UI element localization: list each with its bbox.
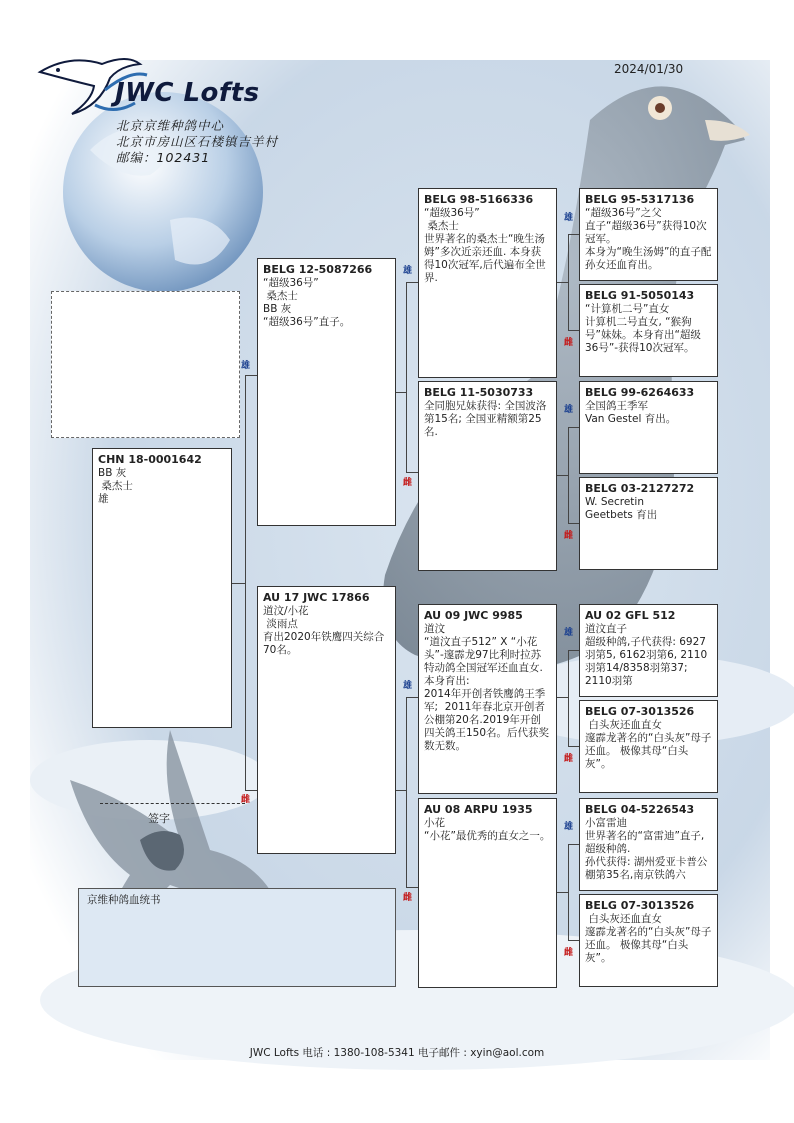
- female-marker: 雌: [564, 948, 574, 958]
- detail-line: 邃霹龙著名的“白头灰”母子还血。 极像其母“白头灰”。: [585, 732, 712, 770]
- male-marker: 雄: [564, 213, 574, 223]
- female-marker: 雌: [564, 754, 574, 764]
- detail-line: 超级种鸽,子代获得: 6927羽第5, 6162羽第6, 2110羽第14/8358羽第37; 2110羽第: [585, 636, 708, 687]
- detail-line: 桑杰士: [98, 480, 133, 492]
- ring-number: BELG 04-5226543: [585, 803, 695, 816]
- organization-address: [116, 118, 278, 166]
- ring-number: AU 08 ARPU 1935: [424, 803, 533, 816]
- ring-number: BELG 95-5317136: [585, 193, 695, 206]
- male-marker: 雄: [564, 628, 574, 638]
- great-grandparent-card-5[interactable]: [579, 604, 718, 697]
- detail-line: BB 灰: [98, 467, 127, 479]
- female-marker: 雌: [241, 795, 251, 805]
- male-marker: 雄: [403, 266, 413, 276]
- connector-line: [568, 234, 579, 235]
- male-marker: 雄: [564, 405, 574, 415]
- detail-line: 雄: [98, 493, 109, 505]
- great-grandparent-card-2[interactable]: [579, 284, 718, 377]
- ring-number: AU 02 GFL 512: [585, 609, 676, 622]
- connector-line: [568, 844, 579, 845]
- signature-line[interactable]: [100, 803, 245, 804]
- great-grandparent-card-3[interactable]: [579, 381, 718, 474]
- great-grandparent-card-1[interactable]: [579, 188, 718, 281]
- connector-line: [568, 844, 569, 940]
- connector-line: [396, 790, 406, 791]
- ring-number: BELG 98-5166336: [424, 193, 534, 206]
- connector-line: [568, 330, 579, 331]
- print-date: 2024/01/30: [614, 62, 684, 76]
- detail-line: 桑杰士: [424, 220, 459, 232]
- connector-line: [245, 375, 246, 790]
- detail-line: 道汶/小花: [263, 605, 309, 617]
- ring-number: BELG 12-5087266: [263, 263, 373, 276]
- female-marker: 雌: [403, 893, 413, 903]
- detail-line: 桑杰士: [263, 290, 298, 302]
- detail-line: 淡雨点: [263, 618, 298, 630]
- detail-line: 邃霹龙著名的“白头灰”母子还血。 极像其母“白头灰”。: [585, 926, 712, 964]
- connector-line: [557, 892, 568, 893]
- detail-line: 小富雷迪: [585, 817, 627, 829]
- detail-line: 世界著名的“富雷迪”直子, 超级种鸽.: [585, 830, 708, 855]
- connector-line: [406, 697, 407, 887]
- detail-line: 世界著名的桑杰士“晚生汤姆”多次近亲还血. 本身获得10次冠军,后代遍布全世界.: [424, 233, 546, 284]
- ring-number: AU 09 JWC 9985: [424, 609, 523, 622]
- subject-card[interactable]: [92, 448, 232, 728]
- connector-line: [568, 746, 579, 747]
- connector-line: [557, 475, 568, 476]
- detail-line: 小花: [424, 817, 445, 829]
- detail-line: “计算机二号”直女: [585, 303, 670, 315]
- detail-line: Van Gestel 育出。: [585, 413, 677, 425]
- connector-line: [396, 392, 406, 393]
- org-name: 北京京维种鸽中心: [116, 118, 225, 133]
- great-grandparent-card-4[interactable]: [579, 477, 718, 570]
- sire-dam-card[interactable]: [418, 381, 557, 571]
- connector-line: [245, 375, 257, 376]
- connector-line: [406, 472, 418, 473]
- detail-line: 孙代获得: 湖州爱亚卡普公棚第35名,南京铁鸽六: [585, 856, 708, 881]
- ring-number: BELG 11-5030733: [424, 386, 534, 399]
- detail-line: “道汶直子512” X “小花头”-邃霹龙97比利时拉苏特动鸽全国冠军还血直女. 本身育出:: [424, 636, 547, 687]
- detail-line: 白头灰还血直女: [585, 913, 662, 925]
- connector-line: [568, 650, 569, 746]
- dam-sire-card[interactable]: [418, 604, 557, 794]
- connector-line: [568, 523, 579, 524]
- detail-line: 道汶: [424, 623, 445, 635]
- male-marker: 雄: [241, 361, 251, 371]
- ring-number: BELG 99-6264633: [585, 386, 695, 399]
- sire-sire-card[interactable]: [418, 188, 557, 378]
- certificate-title: 京维种鸽血统书: [87, 894, 161, 906]
- detail-line: 全同胞兄妹获得: 全国波洛第15名; 全国亚精额第25名.: [424, 400, 547, 438]
- female-marker: 雌: [564, 531, 574, 541]
- detail-line: BB 灰: [263, 303, 292, 315]
- dam-card[interactable]: [257, 586, 396, 854]
- detail-line: 道汶直子: [585, 623, 627, 635]
- great-grandparent-card-6[interactable]: [579, 700, 718, 793]
- org-postcode: 邮编：102431: [116, 150, 211, 165]
- connector-line: [568, 650, 579, 651]
- org-address: 北京市房山区石楼镇吉羊村: [116, 134, 279, 149]
- detail-line: 育出2020年铁鹰四关综合70名。: [263, 631, 385, 656]
- logo-text: JWC Lofts: [115, 78, 260, 108]
- connector-line: [406, 282, 407, 472]
- ring-number: CHN 18-0001642: [98, 453, 202, 466]
- detail-line: Geetbets 育出: [585, 509, 658, 521]
- ring-number: BELG 07-3013526: [585, 705, 695, 718]
- female-marker: 雌: [403, 478, 413, 488]
- connector-line: [557, 282, 568, 283]
- detail-line: “小花”最优秀的直女之一。: [424, 830, 551, 842]
- connector-line: [245, 790, 257, 791]
- detail-line: 计算机二号直女, “猴狗号”妹妹。本身育出“超级36号”-获得10次冠军。: [585, 316, 701, 354]
- connector-line: [557, 697, 568, 698]
- connector-line: [568, 234, 569, 330]
- connector-line: [568, 940, 579, 941]
- connector-line: [568, 427, 569, 523]
- connector-line: [568, 427, 579, 428]
- female-marker: 雌: [564, 338, 574, 348]
- connector-line: [406, 697, 418, 698]
- great-grandparent-card-8[interactable]: [579, 894, 718, 987]
- dam-dam-card[interactable]: [418, 798, 557, 988]
- connector-line: [406, 282, 418, 283]
- ring-number: BELG 07-3013526: [585, 899, 695, 912]
- connector-line: [232, 583, 245, 584]
- detail-line: 全国鸽王季军: [585, 400, 648, 412]
- detail-line: 本身为“晚生汤姆”的直子配孙女还血育出。: [585, 246, 712, 271]
- photo-placeholder[interactable]: [51, 291, 240, 438]
- detail-line: 白头灰还血直女: [585, 719, 662, 731]
- signature-label: 签字: [148, 812, 170, 825]
- connector-line: [406, 887, 418, 888]
- ring-number: AU 17 JWC 17866: [263, 591, 370, 604]
- detail-line: “超级36号”: [263, 277, 319, 289]
- sire-card[interactable]: [257, 258, 396, 526]
- ring-number: BELG 03-2127272: [585, 482, 695, 495]
- male-marker: 雄: [403, 681, 413, 691]
- detail-line: “超级36号”: [424, 207, 480, 219]
- detail-line: W. Secretin: [585, 496, 644, 508]
- male-marker: 雄: [564, 822, 574, 832]
- detail-line: “超级36号”直子。: [263, 316, 351, 328]
- detail-line: 2014年开创者铁鹰鸽王季军; 2011年春北京开创者公棚第20名.2019年开创四关鸽王150名。后代获奖数无数。: [424, 688, 550, 752]
- ring-number: BELG 91-5050143: [585, 289, 695, 302]
- certificate-box: [78, 888, 396, 987]
- detail-line: 直子“超级36号”获得10次冠军。: [585, 220, 707, 245]
- footer-contact: JWC Lofts 电话 : 1380-108-5341 电子邮件 : xyin@aol.com: [249, 1047, 545, 1059]
- detail-line: “超级36号”之父: [585, 207, 662, 219]
- great-grandparent-card-7[interactable]: [579, 798, 718, 891]
